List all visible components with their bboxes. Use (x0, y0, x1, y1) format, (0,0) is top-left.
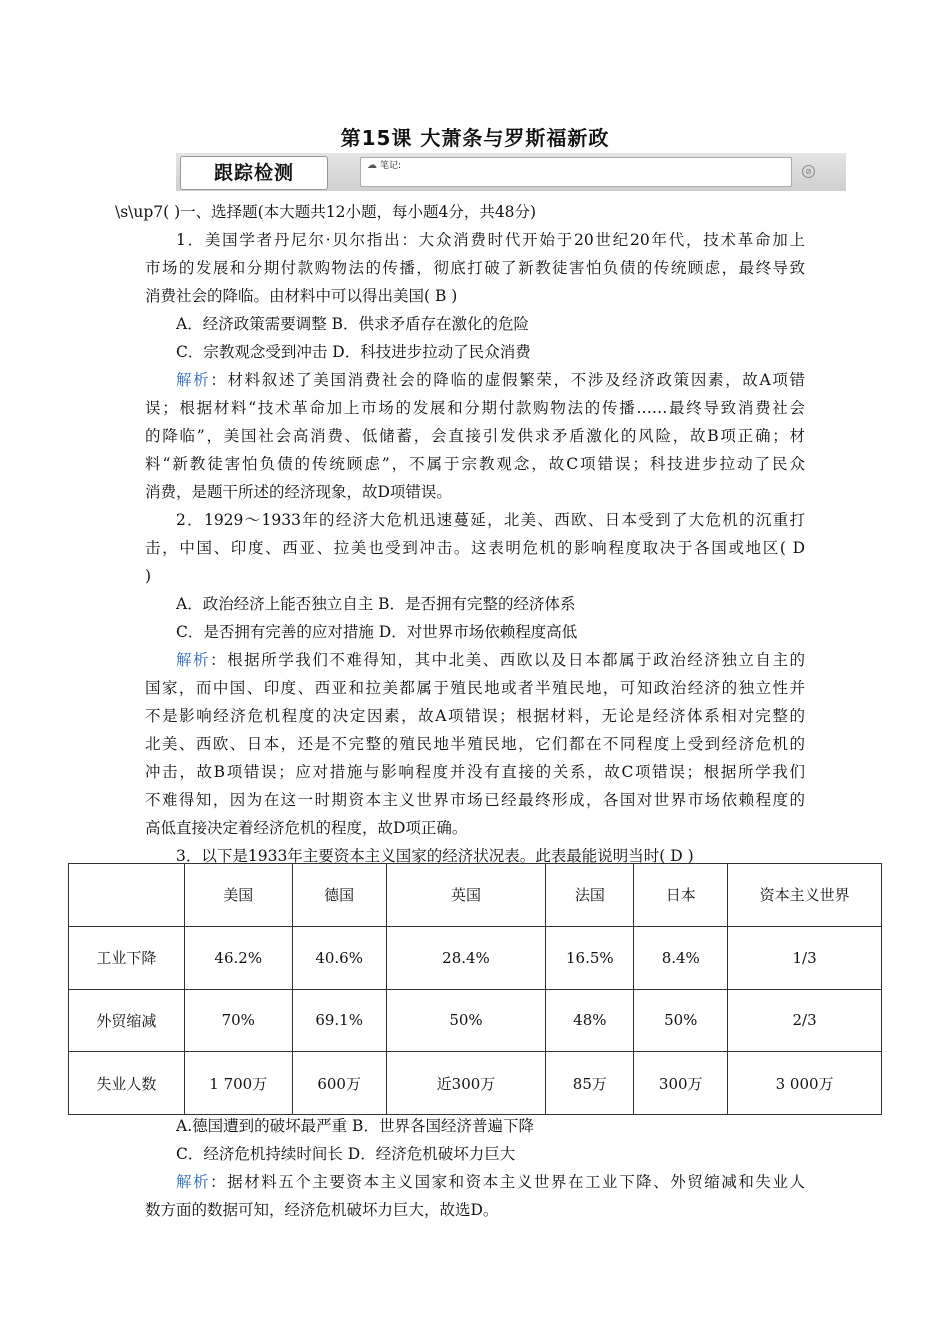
table-header-cell: 美国 (184, 864, 292, 927)
table-row (69, 1052, 882, 1115)
table-header-row (69, 864, 882, 927)
analysis-label: 解析 (176, 371, 211, 389)
q2-analysis-line: 解析：根据所学我们不难得知，其中北美、西欧以及日本都属于政治经济独立自主的 (176, 651, 805, 669)
q2-option-line: A．政治经济上能否独立自主 B．是否拥有完整的经济体系 (176, 595, 576, 613)
q3-after-table (145, 1112, 805, 1224)
table-row-label: 失业人数 (69, 1052, 185, 1115)
table-cell: 16.5% (546, 926, 634, 989)
q1-analysis-line: 误；根据材料“技术革命加上市场的发展和分期付款购物法的传播……最终导致消费社会 (145, 399, 805, 417)
q3-option-line: A.德国遭到的破坏最严重 B．世界各国经济普遍下降 (176, 1117, 534, 1135)
table-cell: 28.4% (386, 926, 546, 989)
table-header-cell: 德国 (292, 864, 386, 927)
table-header-cell: 日本 (634, 864, 728, 927)
q1-analysis-line: 消费，是题干所述的经济现象，故D项错误。 (145, 483, 452, 501)
table-cell: 50% (634, 989, 728, 1052)
table-cell: 85万 (546, 1052, 634, 1115)
q1-option-line: A．经济政策需要调整 B．供求矛盾存在激化的危险 (176, 315, 530, 333)
notes-label: 笔记: (380, 161, 402, 171)
table-cell: 48% (546, 989, 634, 1052)
q3-option-line: C．经济危机持续时间长 D．经济危机破坏力巨大 (176, 1145, 516, 1163)
table-cell: 50% (386, 989, 546, 1052)
q3-analysis-line: 数方面的数据可知，经济危机破坏力巨大，故选D。 (145, 1201, 499, 1219)
q2-analysis-line: 不难得知，因为在这一时期资本主义世界市场已经最终形成，各国对世界市场依赖程度的 (145, 791, 805, 809)
table-cell: 1/3 (728, 926, 882, 989)
q2-analysis-line: 国家，而中国、印度、西亚和拉美都属于殖民地或者半殖民地，可知政治经济的独立性并 (145, 679, 805, 697)
q1-stem-line: 1．美国学者丹尼尔·贝尔指出：大众消费时代开始于20世纪20年代，技术革命加上 (176, 231, 805, 249)
table-row-label: 外贸缩减 (69, 989, 185, 1052)
section-heading: \s\up7( )一、选择题(本大题共12小题，每小题4分，共48分) (115, 203, 537, 221)
table-cell: 70% (184, 989, 292, 1052)
q2-stem-line: 击，中国、印度、西亚、拉美也受到冲击。这表明危机的影响程度取决于各国或地区( D (145, 539, 805, 557)
table-cell: 46.2% (184, 926, 292, 989)
table-header-cell: 资本主义世界 (728, 864, 882, 927)
table-cell: 近300万 (386, 1052, 546, 1115)
q3-stem: 3．以下是1933年主要资本主义国家的经济状况表。此表最能说明当时( D ) (176, 847, 694, 865)
table-cell: 69.1% (292, 989, 386, 1052)
question-content (115, 198, 805, 870)
q2-analysis-line: 北美、西欧、日本，还是不完整的殖民地半殖民地，它们都在不同程度上受到经济危机的 (145, 735, 805, 753)
table-row-label: 工业下降 (69, 926, 185, 989)
page-title: 第15课 大萧条与罗斯福新政 (340, 126, 610, 150)
analysis-label: 解析 (176, 651, 211, 669)
q2-stem-line: ) (145, 567, 152, 585)
table-header-cell: 英国 (386, 864, 546, 927)
q2-analysis-line: 冲击，故B项错误；应对措施与影响程度并没有直接的关系，故C项错误；根据所学我们 (145, 763, 805, 781)
q3-analysis-line: 解析：据材料五个主要资本主义国家和资本主义世界在工业下降、外贸缩减和失业人 (176, 1173, 805, 1191)
q2-option-line: C．是否拥有完善的应对措施 D．对世界市场依赖程度高低 (176, 623, 578, 641)
table-cell: 300万 (634, 1052, 728, 1115)
table-header-cell: 法国 (546, 864, 634, 927)
table-header-cell (69, 864, 185, 927)
banner-label: 跟踪检测 (180, 156, 328, 190)
tracking-banner (176, 153, 846, 191)
table-cell: 1 700万 (184, 1052, 292, 1115)
table-cell: 8.4% (634, 926, 728, 989)
q1-analysis-line: 解析：材料叙述了美国消费社会的降临的虚假繁荣，不涉及经济政策因素，故A项错 (176, 371, 805, 389)
q2-analysis-line: 高低直接决定着经济危机的程度，故D项正确。 (145, 819, 468, 837)
q1-stem-line: 消费社会的降临。由材料中可以得出美国( B ) (145, 287, 458, 305)
table-row (69, 926, 882, 989)
table-cell: 3 000万 (728, 1052, 882, 1115)
q1-analysis-line: 的降临”，美国社会高消费、低储蓄，会直接引发供求矛盾激化的风险，故B项正确；材 (145, 427, 805, 445)
q1-analysis-line: 料“新教徒害怕负债的传统顾虑”，不属于宗教观念，故C项错误；科技进步拉动了民众 (145, 455, 805, 473)
notes-box[interactable] (360, 157, 792, 187)
q1-option-line: C．宗教观念受到冲击 D．科技进步拉动了民众消费 (176, 343, 531, 361)
notes-icon: ☁ (367, 160, 377, 171)
table-cell: 40.6% (292, 926, 386, 989)
table-row (69, 989, 882, 1052)
q1-stem-line: 市场的发展和分期付款购物法的传播，彻底打破了新教徒害怕负债的传统顾虑，最终导致 (145, 259, 805, 277)
table-cell: 2/3 (728, 989, 882, 1052)
q2-analysis-line: 不是影响经济危机程度的决定因素，故A项错误；根据材料，无论是经济体系相对完整的 (145, 707, 805, 725)
q2-stem-line: 2．1929～1933年的经济大危机迅速蔓延，北美、西欧、日本受到了大危机的沉重打 (176, 511, 805, 529)
table-cell: 600万 (292, 1052, 386, 1115)
clip-icon: ⊘ (802, 165, 815, 178)
analysis-label: 解析 (176, 1173, 211, 1191)
economic-status-table (68, 863, 882, 1115)
